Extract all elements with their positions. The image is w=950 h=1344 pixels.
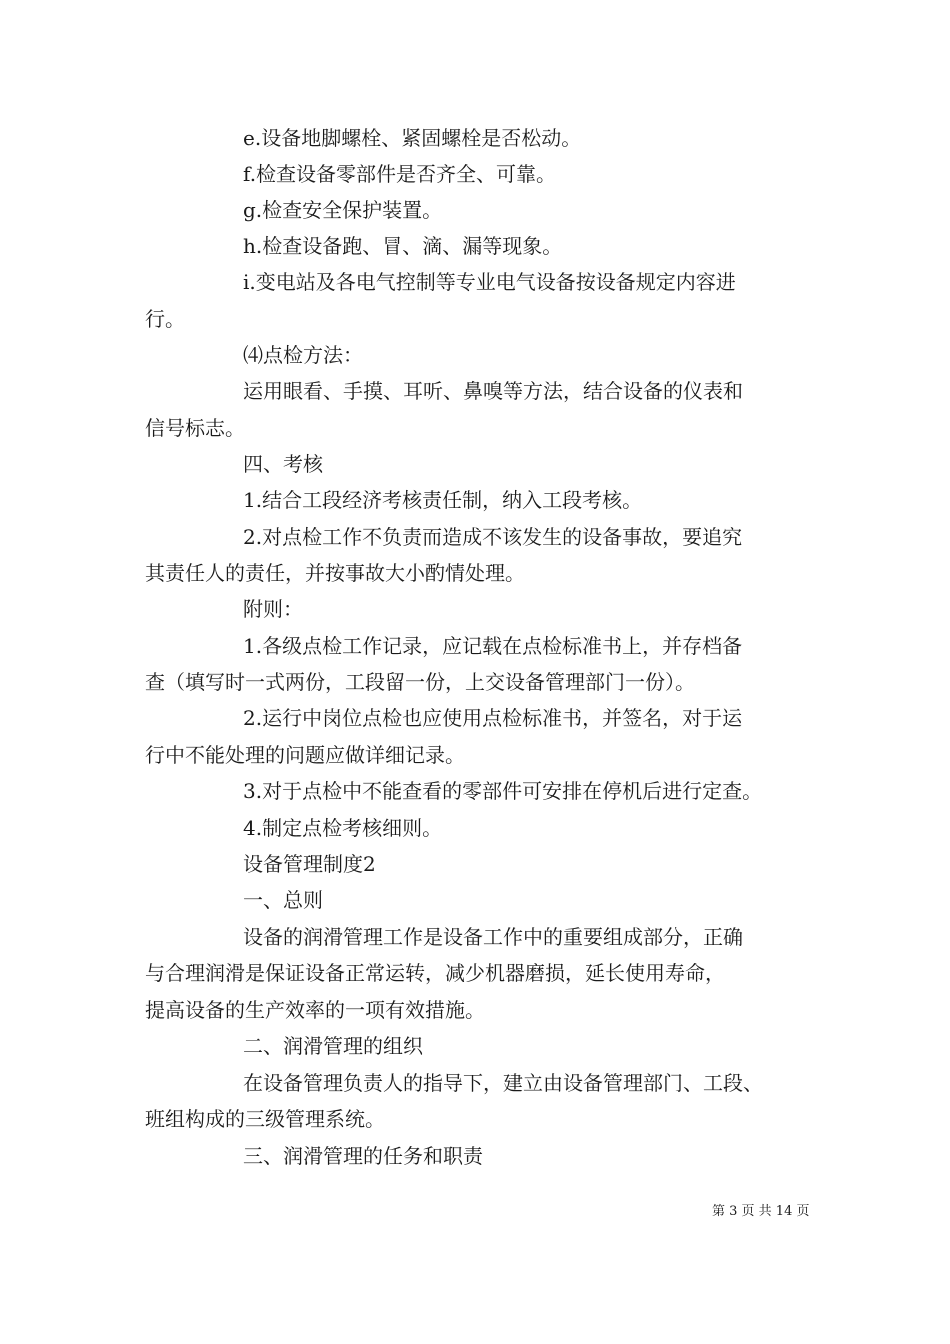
text-line: i.变电站及各电气控制等专业电气设备按设备规定内容进 <box>243 270 736 294</box>
section-heading: 三、润滑管理的任务和职责 <box>243 1144 483 1168</box>
text-line: 行。 <box>145 307 185 331</box>
text-line: 运用眼看、手摸、耳听、鼻嗅等方法，结合设备的仪表和 <box>243 379 743 403</box>
page-number-footer: 第 3 页 共 14 页 <box>712 1204 810 1219</box>
text-line: 1.各级点检工作记录，应记载在点检标准书上，并存档备 <box>243 634 743 658</box>
text-line: g.检查安全保护装置。 <box>243 198 443 222</box>
text-line: 1.结合工段经济考核责任制，纳入工段考核。 <box>243 488 643 512</box>
text-line: h.检查设备跑、冒、滴、漏等现象。 <box>243 234 563 258</box>
text-line: 2.对点检工作不负责而造成不该发生的设备事故，要追究 <box>243 525 743 549</box>
text-line: 3.对于点检中不能查看的零部件可安排在停机后进行定查。 <box>243 779 763 803</box>
text-line: 其责任人的责任，并按事故大小酌情处理。 <box>145 561 525 585</box>
text-line: 4.制定点检考核细则。 <box>243 816 443 840</box>
document-title: 设备管理制度2 <box>243 852 376 876</box>
section-heading: 四、考核 <box>243 452 323 476</box>
text-line: 与合理润滑是保证设备正常运转，减少机器磨损，延长使用寿命， <box>145 961 725 985</box>
text-line: 2.运行中岗位点检也应使用点检标准书，并签名，对于运 <box>243 706 743 730</box>
section-heading: 二、润滑管理的组织 <box>243 1034 423 1058</box>
text-line: 行中不能处理的问题应做详细记录。 <box>145 743 465 767</box>
text-line: 信号标志。 <box>145 416 245 440</box>
text-line: 提高设备的生产效率的一项有效措施。 <box>145 998 485 1022</box>
text-line: 设备的润滑管理工作是设备工作中的重要组成部分，正确 <box>243 925 743 949</box>
text-line: 在设备管理负责人的指导下，建立由设备管理部门、工段、 <box>243 1071 763 1095</box>
text-line: ⑷点检方法： <box>243 343 363 367</box>
text-line: 查（填写时一式两份，工段留一份，上交设备管理部门一份）。 <box>145 670 695 694</box>
section-heading: 一、总则 <box>243 888 323 912</box>
section-heading: 附则： <box>243 597 303 621</box>
text-line: f.检查设备零部件是否齐全、可靠。 <box>243 162 557 186</box>
text-line: e.设备地脚螺栓、紧固螺栓是否松动。 <box>243 126 582 150</box>
text-line: 班组构成的三级管理系统。 <box>145 1107 385 1131</box>
